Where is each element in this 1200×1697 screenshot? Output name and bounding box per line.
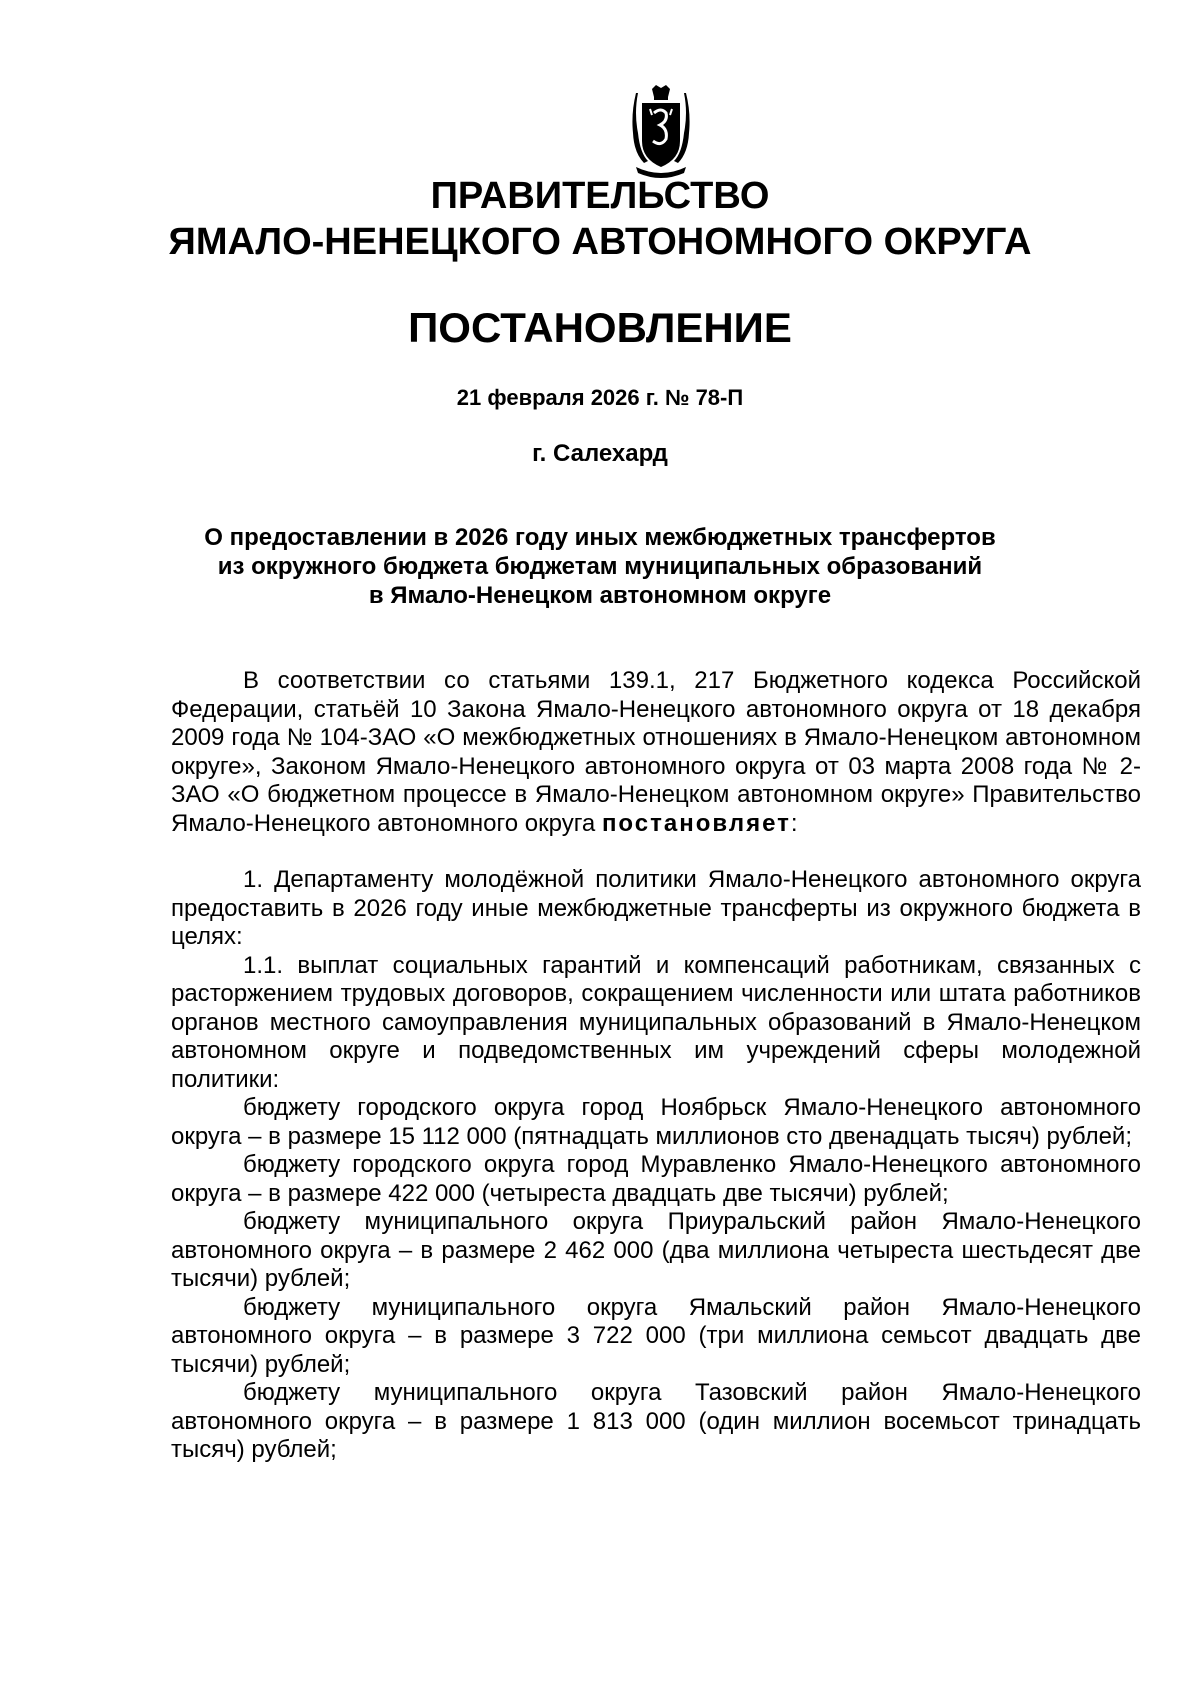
decree-word: постановляет <box>601 809 791 837</box>
allocation-paragraph: бюджету городского округа город Муравленко Ямало-Ненецкого автономного округа – в размере 422 000 (четыреста двадцать две тысячи) рублей; <box>171 1151 1141 1207</box>
allocation-paragraph: бюджету муниципального округа Тазовский район Ямало-Ненецкого автономного округа – в размере 1 813 000 (один миллион восемьсот тринадцать тысяч) рублей; <box>171 1379 1141 1463</box>
date-and-number: 21 февраля 2026 г. № 78-П <box>456 385 744 410</box>
title-line-1: О предоставлении в 2026 году иных межбюджетных трансфертов <box>204 524 996 551</box>
preamble-text: В соответствии со статьями 139.1, 217 Бюджетного кодекса Российской Федерации, статьёй 10 Закона Ямало-Ненецкого автономного округа от 18 декабря 2009 года № 104-ЗАО «О межбюджетных отношениях в Ямало-Ненецком автономном округе», Законом Ямало-Ненецкого автономного округа от 03 марта 2008 года № 2-ЗАО «О бюджетном процессе в Ямало-Ненецком автономном округе» Правительство Ямало-Ненецкого автономного округа <box>171 667 1141 837</box>
coat-of-arms-emblem <box>630 83 692 183</box>
allocation-paragraph: бюджету муниципального округа Ямальский район Ямало-Ненецкого автономного округа – в размере 3 722 000 (три миллиона семьсот двадцать две тысячи) рублей; <box>171 1293 1141 1378</box>
title-line-2: из окружного бюджета бюджетам муниципальных образований <box>217 553 983 580</box>
allocation-paragraph: бюджету городского округа город Ноябрьск Ямало-Ненецкого автономного округа – в размере 15 112 000 (пятнадцать миллионов сто двенадцать тысяч) рублей; <box>171 1094 1141 1150</box>
item-1-paragraph: 1. Департаменту молодёжной политики Ямало-Ненецкого автономного округа предоставить в 2026 году иные межбюджетные трансферты из окружного бюджета в целях: <box>171 866 1141 950</box>
allocation-paragraph: бюджету муниципального округа Приуральский район Ямало-Ненецкого автономного округа – в размере 2 462 000 (два миллиона четыреста шестьдесят две тысячи) рублей; <box>171 1208 1141 1292</box>
preamble-paragraph <box>171 667 1141 838</box>
government-name-line1: ПРАВИТЕЛЬСТВО <box>430 175 770 217</box>
government-name-line2: ЯМАЛО-НЕНЕЦКОГО АВТОНОМНОГО ОКРУГА <box>168 221 1032 263</box>
document-title <box>150 523 1050 610</box>
city-label: г. Салехард <box>532 440 668 467</box>
document-body <box>171 667 1141 1465</box>
item-1-1-paragraph: 1.1. выплат социальных гарантий и компенсаций работникам, связанных с расторжением трудовых договоров, сокращением численности или штата работников органов местного самоуправления муниципальных образований в Ямало-Ненецком автономном округе и подведомственных им учреждений сферы молодежной политики: <box>171 951 1141 1093</box>
document-type-heading: ПОСТАНОВЛЕНИЕ <box>408 304 792 351</box>
title-line-3: в Ямало-Ненецком автономном округе <box>368 582 832 609</box>
decree-colon: : <box>790 809 798 837</box>
